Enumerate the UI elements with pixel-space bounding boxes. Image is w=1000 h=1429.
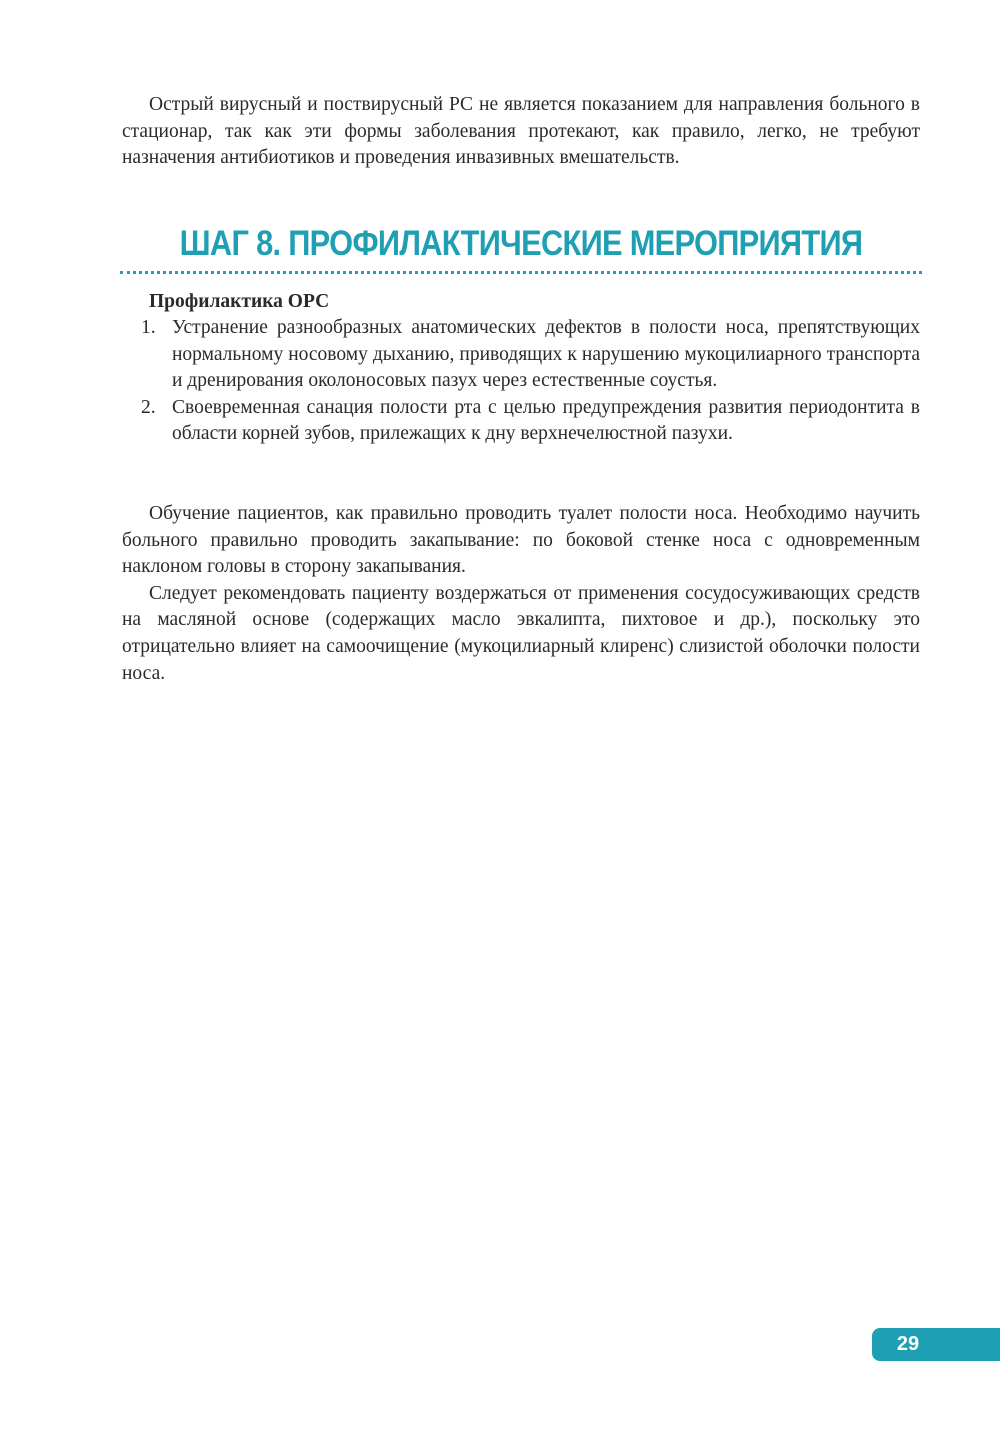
subheading: Профилактика ОРС [149, 291, 330, 312]
page-number: 29 [896, 1333, 920, 1355]
section-heading: ШАГ 8. ПРОФИЛАКТИЧЕСКИЕ МЕРОПРИЯТИЯ [179, 224, 863, 263]
list-item-number: 2. [141, 396, 156, 418]
prevention-list [122, 315, 920, 448]
heading-dotted-divider [120, 271, 922, 274]
list-item-text: Своевременная санация полости рта с целью предупреждения развития периодонтита в области корней зубов, прилежащих к дну верхнечелюстной пазухи. [172, 396, 920, 445]
list-item-text: Устранение разнообразных анатомических дефектов в полости носа, препятствующих нормальному носовому дыханию, приводящих к нарушению мукоцилиарного транспорта и дренирования околоносовых пазух через естественные соустья. [172, 317, 920, 392]
list-item [122, 315, 920, 395]
patient-education-paragraph: Обучение пациентов, как правильно проводить туалет полости носа. Необходимо научить больного правильно проводить закапывание: по боковой стенке носа с одновременным наклоном головы в сторону закапывания. [122, 503, 920, 578]
body-paragraphs [122, 501, 920, 687]
page-number-badge [872, 1328, 1000, 1361]
list-item [122, 395, 920, 448]
recommendation-paragraph: Следует рекомендовать пациенту воздержаться от применения сосудосуживающих средств на масляной основе (содержащих масло эвкалипта, пихтовое и др.), поскольку это отрицательно влияет на самоочищение (мукоцилиарный клиренс) слизистой оболочки полости носа. [122, 582, 920, 684]
intro-paragraph: Острый вирусный и поствирусный РС не является показанием для направления больного в стационар, так как эти формы заболевания протекают, как правило, легко, не требуют назначения антибиотиков и проведения инвазивных вмешательств. [122, 94, 920, 169]
list-item-number: 1. [141, 317, 156, 338]
